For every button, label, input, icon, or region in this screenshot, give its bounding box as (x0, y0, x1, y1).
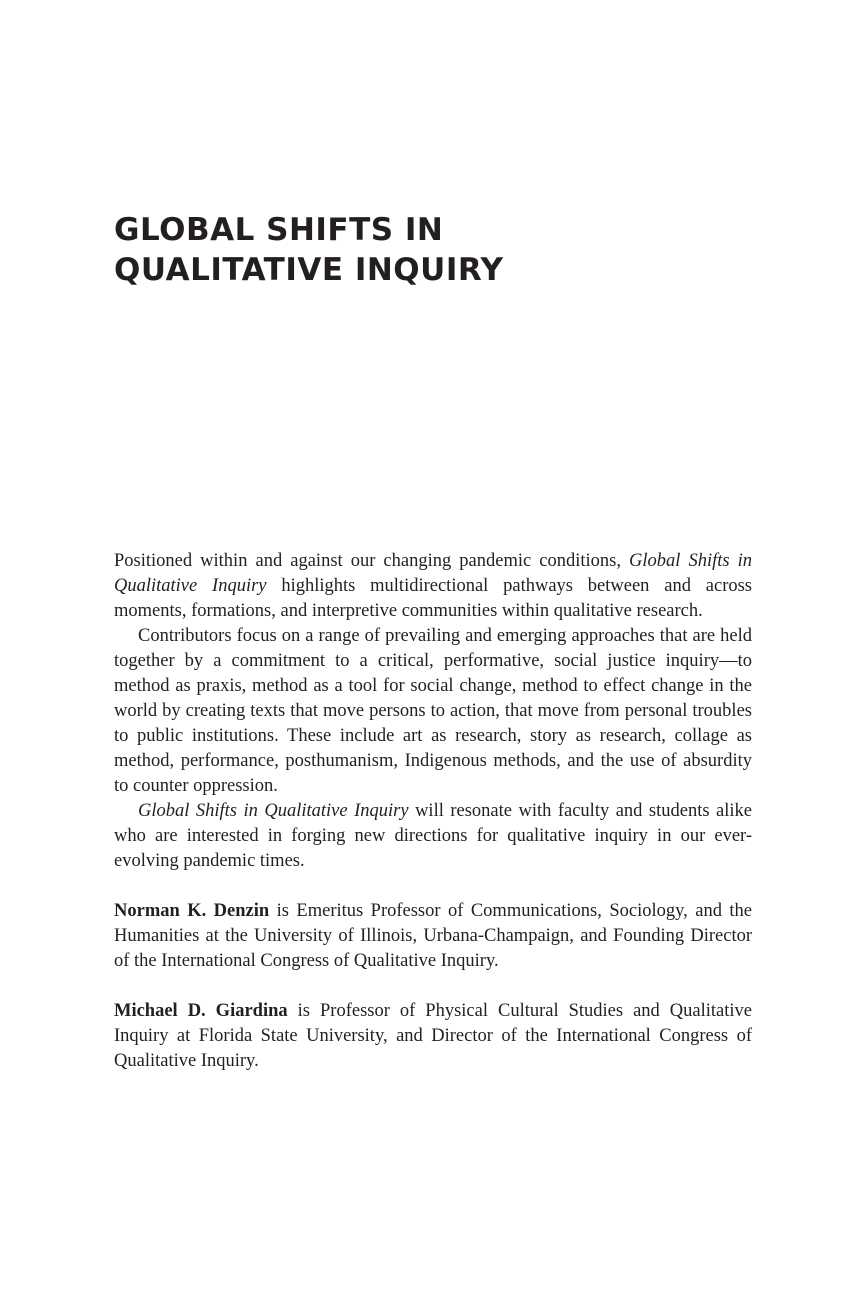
description-paragraph-2: Contributors focus on a range of prevailing and emerging approaches that are held together by a commitment to a critical, performative, social justice inquiry—to method as praxis, method as a tool for social change, method to effect change in the world by creating texts that move persons to action, that move from personal troubles to public institutions. These include art as research, story as research, collage as method, performance, posthumanism, Indigenous methods, and the use of absurdity to counter oppression. (114, 626, 752, 796)
paragraph-1-rest: highlights multidirectional pathways between and across moments, formations, and interpretive communities within qualitative research. (114, 576, 752, 621)
author-bio-giardina (114, 999, 752, 1074)
paragraph-3-rest: will resonate with faculty and students alike who are interested in forging new directions for qualitative inquiry in our ever-evolving pandemic times. (114, 801, 752, 871)
paragraph-3-book-title: Global Shifts in Qualitative Inquiry (138, 801, 409, 821)
description-paragraph-3 (114, 799, 752, 874)
author-name-giardina: Michael D. Giardina (114, 1001, 288, 1021)
book-title (114, 210, 754, 290)
book-title-line-1: GLOBAL SHIFTS IN (114, 212, 444, 248)
paragraph-1-book-title: Global Shifts in Qualitative Inquiry (114, 551, 752, 596)
description-paragraph-1 (114, 549, 752, 624)
description-block (114, 549, 752, 1074)
author-bio-text-giardina: is Professor of Physical Cultural Studies and Qualitative Inquiry at Florida State University, and Director of the International Congress of Qualitative Inquiry. (114, 1001, 752, 1071)
author-bio-denzin (114, 899, 752, 974)
author-name-denzin: Norman K. Denzin (114, 901, 270, 921)
book-title-line-2: QUALITATIVE INQUIRY (114, 252, 504, 288)
author-bio-text-denzin: is Emeritus Professor of Communications, Sociology, and the Humanities at the University of Illinois, Urbana-Champaign, and Founding Director of the International Congress of Qualitative Inquiry. (114, 901, 752, 971)
paragraph-1-intro: Positioned within and against our changing pandemic conditions, (114, 551, 629, 571)
